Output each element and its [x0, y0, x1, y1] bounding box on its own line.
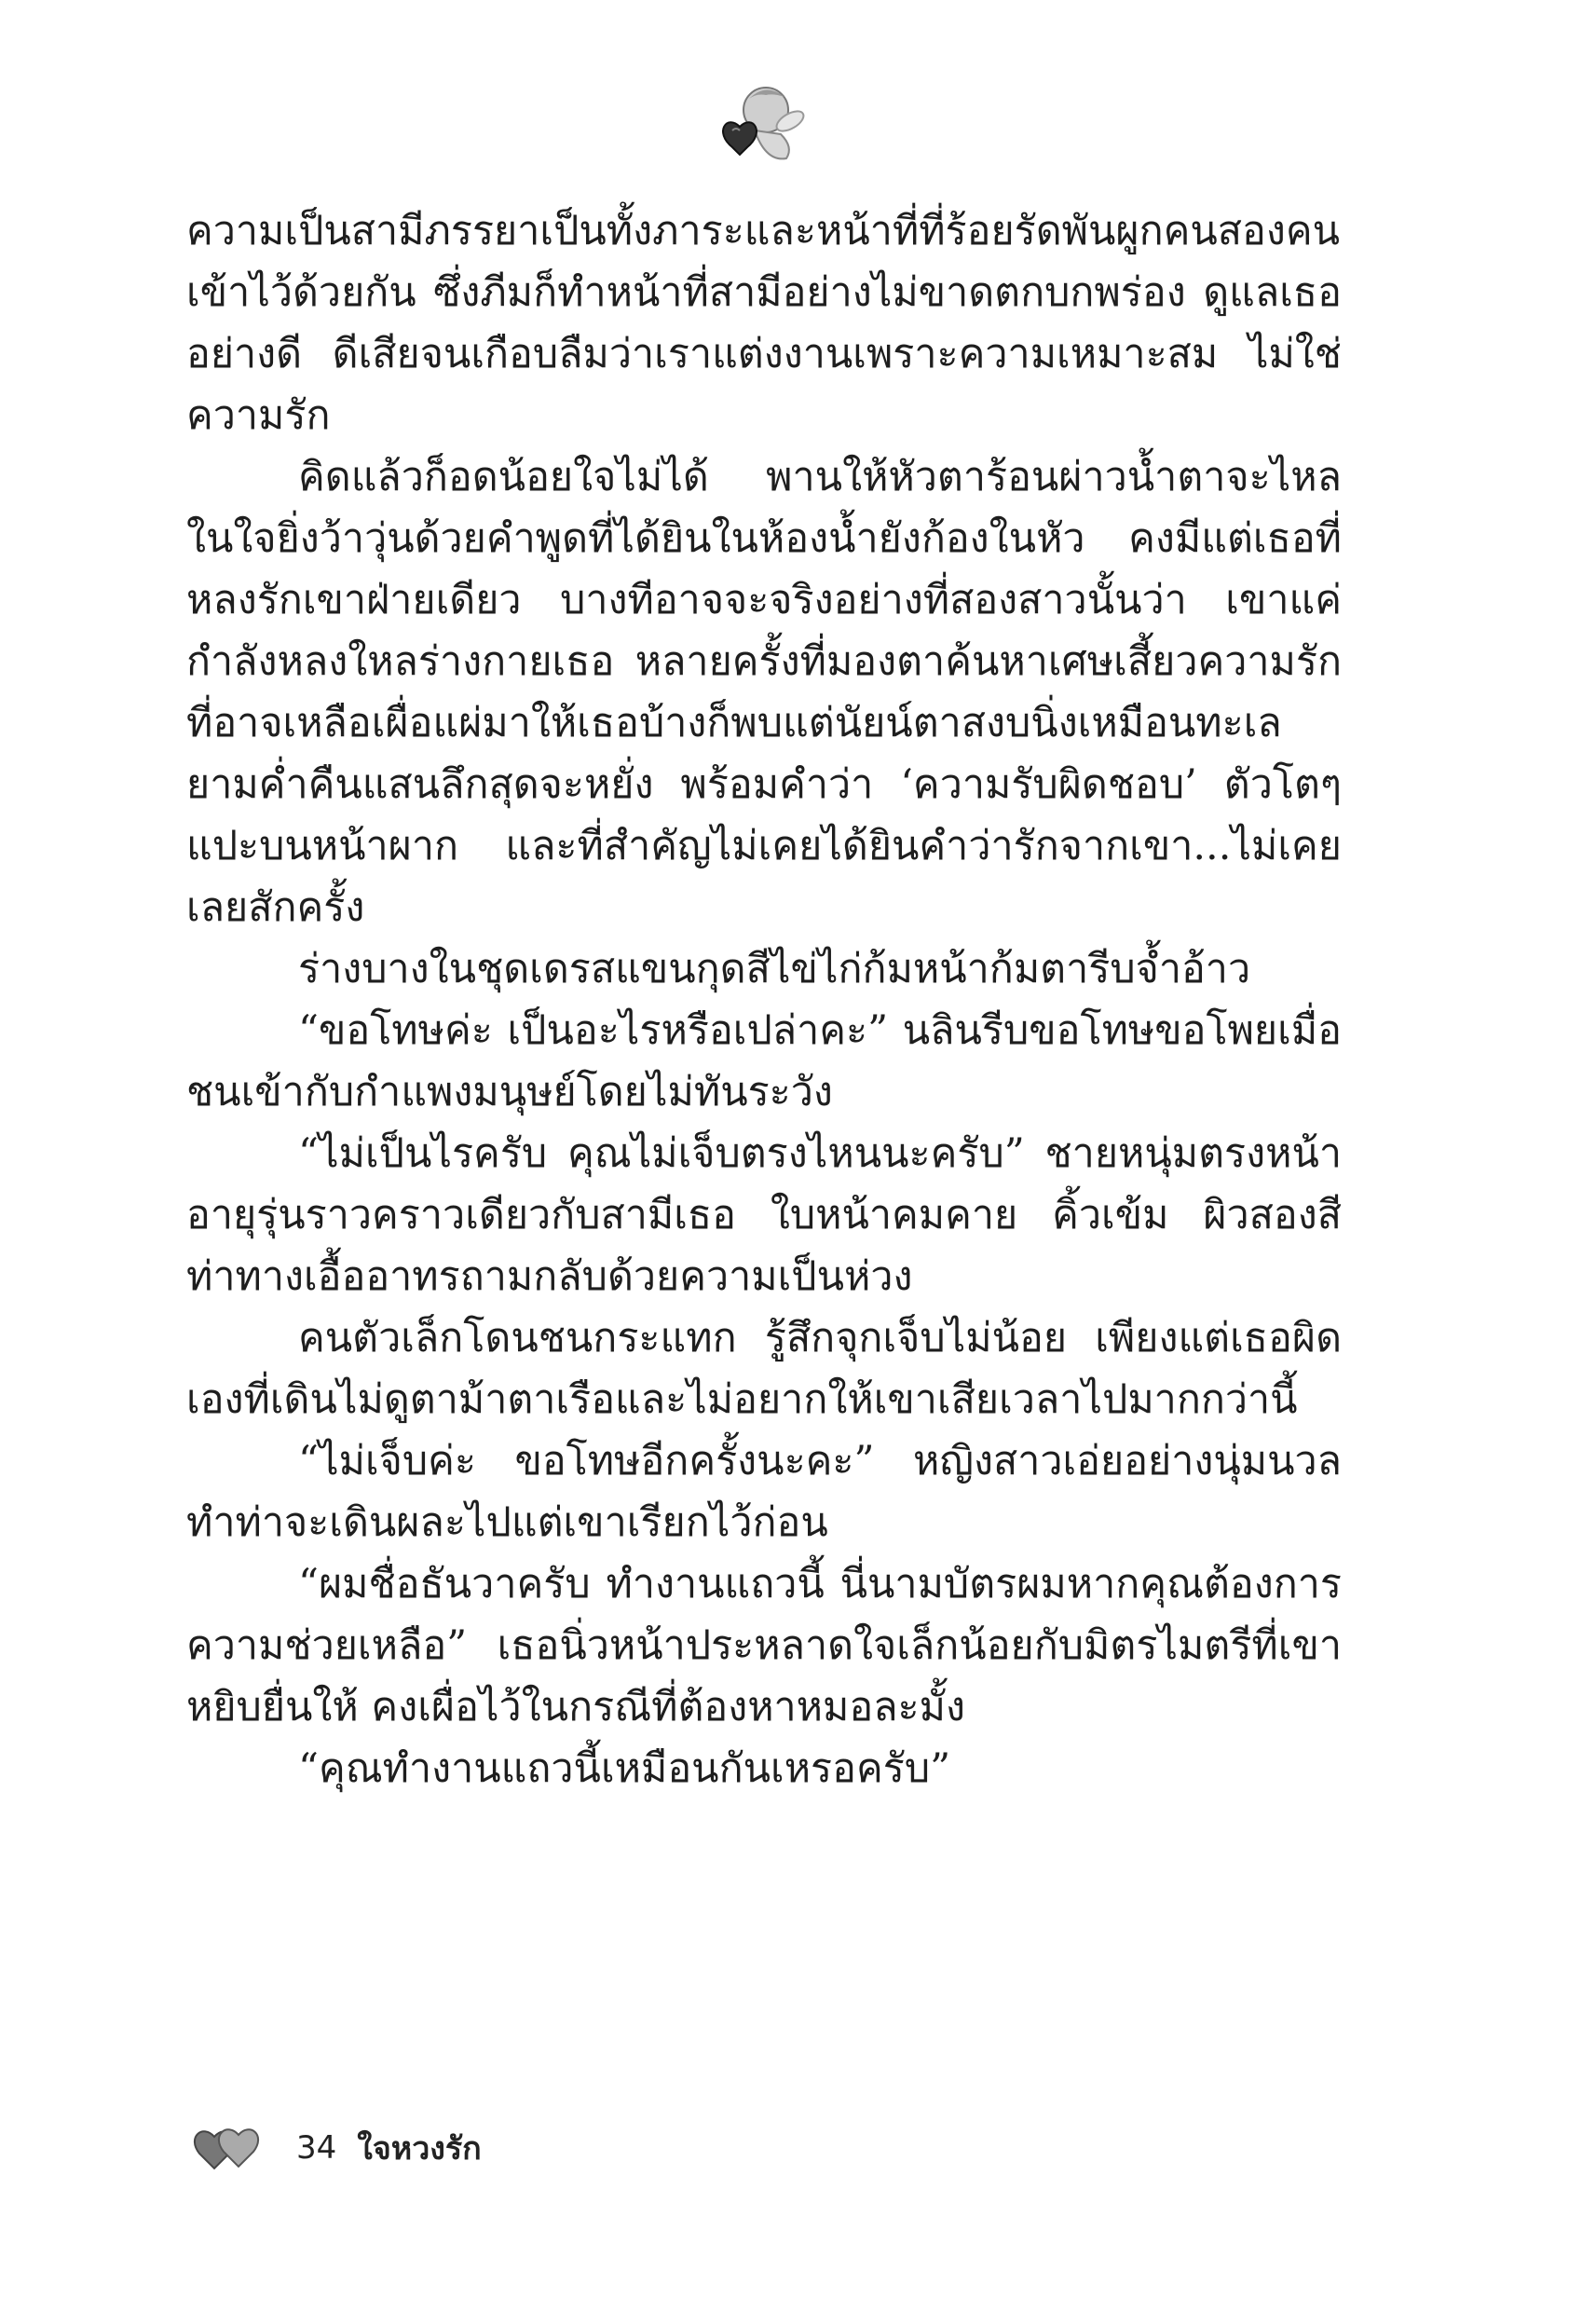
- paragraph: คนตัวเล็กโดนชนกระแทก รู้สึกจุกเจ็บไม่น้อย เพียงแต่เธอผิดเองที่เดินไม่ดูตาม้าตาเรือและไม่อยากให้เขาเสียเวลาไปมากกว่านี้: [186, 1315, 1342, 1423]
- paragraph: “ไม่เจ็บค่ะ ขอโทษอีกครั้งนะคะ” หญิงสาวเอ่ยอย่างนุ่มนวลทำท่าจะเดินผละไปแต่เขาเรียกไว้ก่อน: [186, 1438, 1342, 1546]
- page-footer: [186, 2115, 482, 2181]
- paragraph: ความเป็นสามีภรรยาเป็นทั้งภาระและหน้าที่ที่ร้อยรัดพันผูกคนสองคนเข้าไว้ด้วยกัน ซึ่งภีมก็ทำหน้าที่สามีอย่างไม่ขาดตกบกพร่อง ดูแลเธออย่างดี ดีเสียจนเกือบลืมว่าเราแต่งงานเพราะความเหมาะสม ไม่ใช่ความรัก: [186, 208, 1342, 439]
- page-number: 34: [296, 2129, 337, 2167]
- twin-hearts-icon: [186, 2120, 270, 2176]
- paragraph: ร่างบางในชุดเดรสแขนกุดสีไข่ไก่ก้มหน้าก้มตารีบจ้ำอ้าว: [298, 946, 1251, 992]
- paragraph: “ไม่เป็นไรครับ คุณไม่เจ็บตรงไหนนะครับ” ชายหนุ่มตรงหน้าอายุรุ่นราวคราวเดียวกับสามีเธอ ใบหน้าคมคาย คิ้วเข้ม ผิวสองสีท่าทางเอื้ออาทรถามกลับด้วยความเป็นห่วง: [186, 1130, 1342, 1300]
- body-text: [186, 200, 1342, 1799]
- paragraph: คิดแล้วก็อดน้อยใจไม่ได้ พานให้หัวตาร้อนผ่าวน้ำตาจะไหล ในใจยิ่งว้าวุ่นด้วยคำพูดที่ได้ยินในห้องน้ำยังก้องในหัว คงมีแต่เธอที่หลงรักเขาฝ่ายเดียว บางทีอาจจะจริงอย่างที่สองสาวนั้นว่า เขาแค่กำลังหลงใหลร่างกายเธอ หลายครั้งที่มองตาค้นหาเศษเสี้ยวความรักที่อาจเหลือเผื่อแผ่มาให้เธอบ้างก็พบแต่นัยน์ตาสงบนิ่งเหมือนทะเลยามค่ำคืนแสนลึกสุดจะหยั่ง พร้อมคำว่า ‘ความรับผิดชอบ’ ตัวโตๆ แปะบนหน้าผาก และที่สำคัญไม่เคยได้ยินคำว่ารักจากเขา...ไม่เคยเลยสักครั้ง: [186, 454, 1342, 931]
- book-title: ใจหวงรัก: [357, 2130, 482, 2167]
- paragraph: “ขอโทษค่ะ เป็นอะไรหรือเปล่าคะ” นลินรีบขอโทษขอโพยเมื่อชนเข้ากับกำแพงมนุษย์โดยไม่ทันระวัง: [186, 1007, 1342, 1115]
- paragraph: “คุณทำงานแถวนี้เหมือนกันเหรอครับ”: [298, 1745, 951, 1792]
- cupid-holding-heart-icon: [708, 73, 811, 175]
- paragraph: “ผมชื่อธันวาครับ ทำงานแถวนี้ นี่นามบัตรผมหากคุณต้องการความช่วยเหลือ” เธอนิ่วหน้าประหลาดใจเล็กน้อยกับมิตรไมตรีที่เขาหยิบยื่นให้ คงเผื่อไว้ในกรณีที่ต้องหาหมอละมั้ง: [186, 1561, 1342, 1730]
